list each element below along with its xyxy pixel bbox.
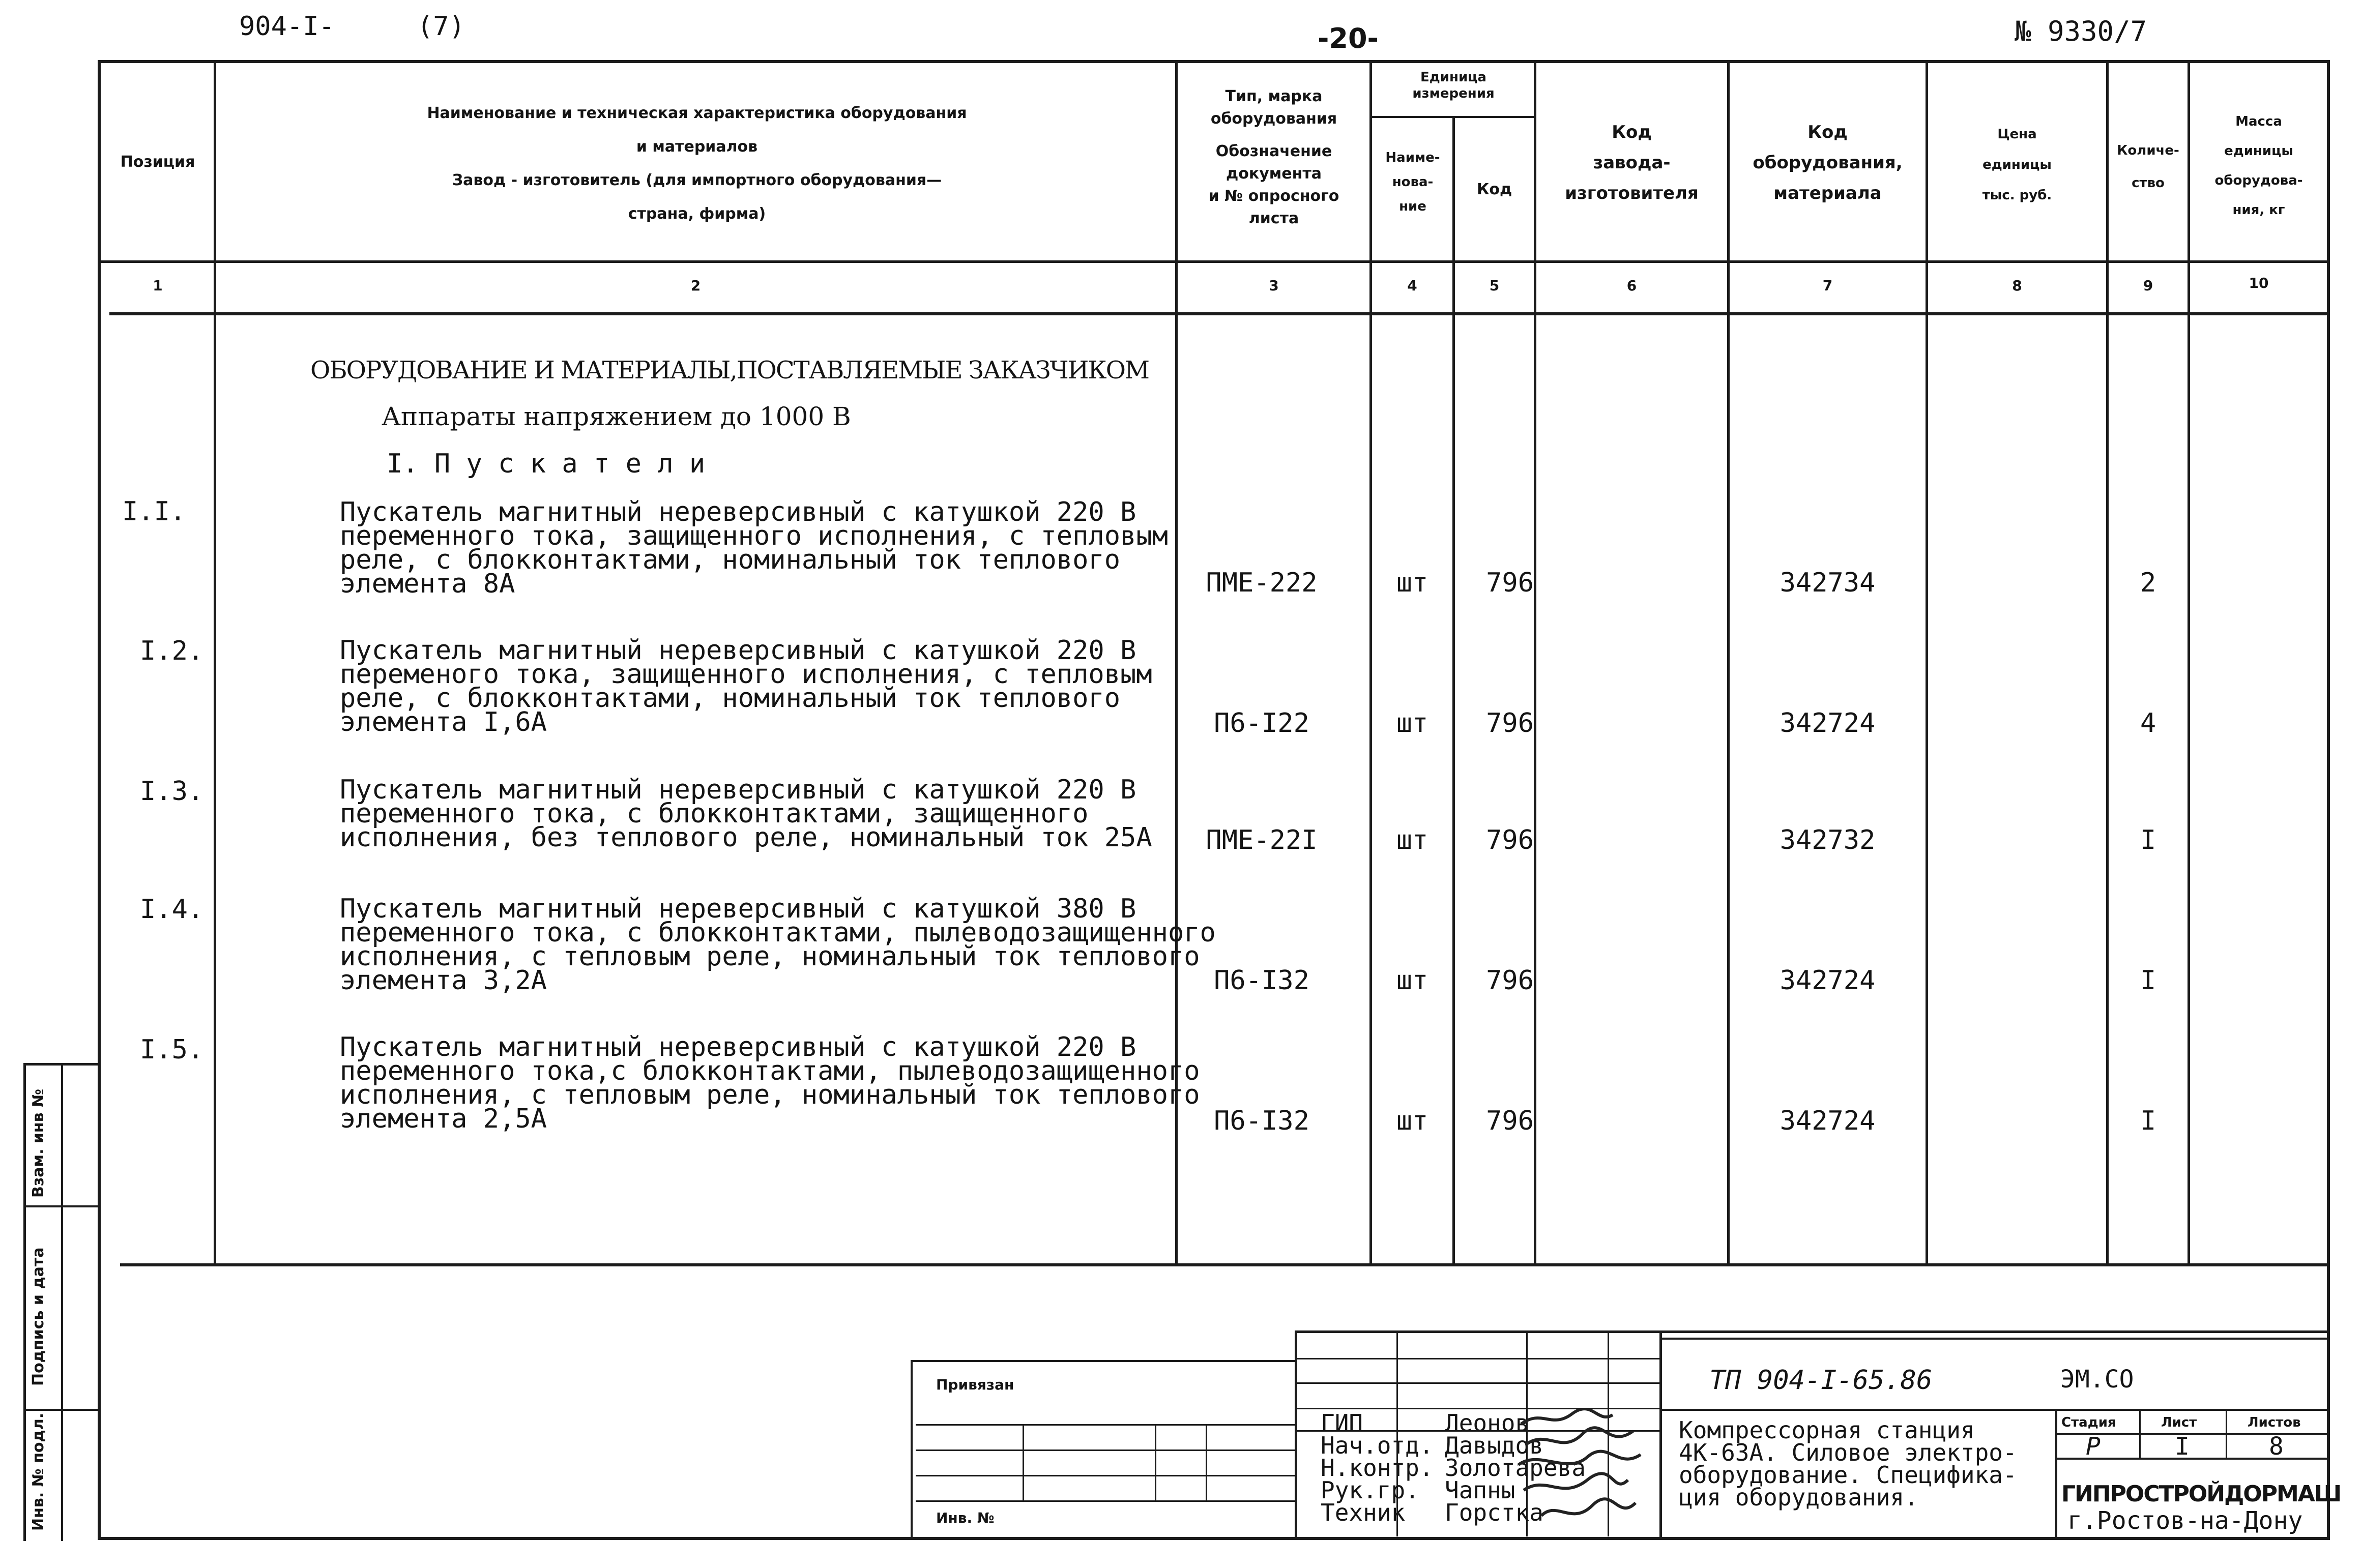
tb-sheet-label: Лист xyxy=(2161,1415,2197,1430)
header-equipment-code: Код оборудования, материала xyxy=(1753,122,1903,203)
column-number: 4 xyxy=(1407,277,1417,294)
column-number: 1 xyxy=(153,277,163,294)
column-number: 6 xyxy=(1626,277,1637,294)
frame-left xyxy=(98,60,101,1540)
row-quantity: I xyxy=(2140,965,2156,996)
header-quantity: Количе- ство xyxy=(2117,143,2179,191)
row-position: I.2. xyxy=(140,636,204,666)
header-name: Наименование и техническая характеристика оборудования и материалов Завод - изготовитель (для импортного оборудования— страна, фирма) xyxy=(427,104,967,223)
side-stamp-sep-1 xyxy=(23,1205,100,1207)
section-subtitle: Аппараты напряжением до 1000 В xyxy=(382,402,851,431)
signatures xyxy=(1511,1409,1648,1536)
tb-organization: ГИПРОСТРОЙДОРМАШ xyxy=(2061,1481,2341,1507)
header-unit-group: Единица измерения xyxy=(1412,70,1495,101)
tb-roles-left xyxy=(1295,1330,1297,1540)
row-unit-code: 796 xyxy=(1486,708,1534,738)
row-quantity: 4 xyxy=(2140,708,2156,738)
tb-privyazan-top xyxy=(911,1360,1297,1362)
column-number: 8 xyxy=(2012,277,2022,294)
tb-stage-value: Р xyxy=(2086,1432,2101,1461)
row-type: П6-I32 xyxy=(1214,965,1309,996)
row-unit: шт xyxy=(1396,1106,1428,1136)
row-type: П6-I22 xyxy=(1214,708,1309,738)
row-description: Пускатель магнитный нереверсивный с катушкой 220 В переменного тока, защищенного исполнения, с тепловым реле, с блокконтактами, номинальный ток теплового элемента 8А xyxy=(340,497,1168,599)
row-type: ПМЕ-22I xyxy=(1206,825,1318,855)
row-description: Пускатель магнитный нереверсивный с катушкой 220 В переменого тока, защищенного исполнения, с тепловым реле, с блокконтактами, номинальный ток теплового элемента I,6А xyxy=(340,635,1152,737)
column-number: 7 xyxy=(1822,277,1833,294)
sheet-variant: (7) xyxy=(417,11,465,42)
col-divider-6 xyxy=(1727,60,1730,1265)
col-divider-3 xyxy=(1369,60,1372,1265)
row-position: I.5. xyxy=(140,1034,204,1065)
row-type: П6-I32 xyxy=(1214,1106,1309,1136)
col-divider-8 xyxy=(2106,60,2109,1265)
row-unit-code: 796 xyxy=(1486,568,1534,598)
row-position: I.4. xyxy=(140,894,204,925)
group-title: I. П у с к а т е л и xyxy=(387,449,706,479)
col-divider-5 xyxy=(1534,60,1536,1265)
side-stamp-inv-orig: Инв. № подл. xyxy=(30,1412,47,1531)
row-equipment-code: 342724 xyxy=(1780,1106,1876,1136)
col-divider-9 xyxy=(2188,60,2190,1265)
row-type: ПМЕ-222 xyxy=(1206,568,1318,598)
side-stamp-sep-2 xyxy=(23,1409,100,1411)
tb-main-divider xyxy=(1659,1333,1662,1540)
row-unit: шт xyxy=(1396,568,1428,598)
header-mass: Масса единицы оборудова- ния, кг xyxy=(2214,114,2303,218)
side-stamp-frame-left xyxy=(23,1063,26,1541)
tb-stage-left xyxy=(2055,1409,2057,1540)
column-number: 5 xyxy=(1489,277,1500,294)
tb-privyazan-col xyxy=(1206,1424,1207,1500)
tb-privyazan-label: Привязан xyxy=(936,1376,1014,1393)
body-bottom-line xyxy=(120,1263,2328,1266)
tb-code-bottom xyxy=(1661,1409,2327,1411)
tb-names: Леонов Давыдов Золотарева Чапны Горстка xyxy=(1445,1409,1586,1526)
header-position: Позиция xyxy=(120,153,195,171)
tb-sheet-value: I xyxy=(2175,1432,2190,1461)
tb-privyazan-col xyxy=(1155,1424,1156,1500)
tb-sheets-value: 8 xyxy=(2269,1432,2284,1461)
frame-bottom xyxy=(98,1537,2330,1540)
tb-doc-suffix: ЭМ.СО xyxy=(2060,1365,2134,1394)
column-number: 10 xyxy=(2249,275,2269,291)
tb-title: Компрессорная станция 4К-63А. Силовое электро- оборудование. Специфика- ция оборудования. xyxy=(1679,1416,2017,1511)
header-type: Тип, марка оборудования Обозначение документа и № опросного листа xyxy=(1208,87,1339,227)
column-number: 2 xyxy=(690,277,701,294)
side-stamp-sign-date: Подпись и дата xyxy=(30,1247,47,1386)
tb-privyazan-row xyxy=(916,1449,1297,1451)
row-quantity: I xyxy=(2140,825,2156,855)
section-title: ОБОРУДОВАНИЕ И МАТЕРИАЛЫ,ПОСТАВЛЯЕМЫЕ ЗАКАЗЧИКОМ xyxy=(310,356,1149,384)
row-equipment-code: 342724 xyxy=(1780,965,1876,996)
row-unit: шт xyxy=(1396,965,1428,996)
tb-sheets-label: Листов xyxy=(2248,1415,2301,1430)
tb-inv-label: Инв. № xyxy=(936,1510,995,1526)
page-number: -20- xyxy=(1318,22,1379,54)
frame-top xyxy=(98,60,2330,63)
row-unit: шт xyxy=(1396,708,1428,738)
header-factory-code: Код завода- изготовителя xyxy=(1565,122,1699,203)
row-unit-code: 796 xyxy=(1486,965,1534,996)
tb-roles-row xyxy=(1297,1358,1661,1359)
row-description: Пускатель магнитный нереверсивный с катушкой 220 В переменного тока,с блокконтактами, пылеводозащищенного исполнения, с тепловым реле, номинальный ток теплового элемента 2,5А xyxy=(340,1032,1200,1134)
row-equipment-code: 342734 xyxy=(1780,568,1876,598)
unit-group-line xyxy=(1369,116,1536,118)
tb-stage-col xyxy=(2226,1409,2227,1459)
col-divider-7 xyxy=(1926,60,1928,1265)
tb-roles-row xyxy=(1297,1382,1661,1384)
column-number: 9 xyxy=(2143,277,2153,294)
row-position: I.I. xyxy=(122,496,186,527)
side-stamp-top xyxy=(23,1063,100,1066)
row-description: Пускатель магнитный нереверсивный с катушкой 380 В переменного тока, с блокконтактами, пылеводозащищенного исполнения, с тепловым реле, номинальный ток теплового элемента 3,2А xyxy=(340,894,1216,996)
tb-city: г.Ростов-на-Дону xyxy=(2067,1506,2303,1535)
row-unit: шт xyxy=(1396,825,1428,855)
header-bottom-line xyxy=(98,260,2330,263)
row-equipment-code: 342732 xyxy=(1780,825,1876,855)
side-stamp-vzam-inv: Взам. инв № xyxy=(30,1088,47,1198)
row-quantity: I xyxy=(2140,1106,2156,1136)
tb-stage-col xyxy=(2139,1409,2141,1459)
row-unit-code: 796 xyxy=(1486,825,1534,855)
row-description: Пускатель магнитный нереверсивный с катушкой 220 В переменного тока, с блокконтактами, защищенного исполнения, без теплового реле, номинальный ток 25А xyxy=(340,775,1152,853)
tb-privyazan-row xyxy=(916,1475,1297,1476)
sheet-series: 904-I- xyxy=(239,11,335,42)
tb-doc-code: ТП 904-I-65.86 xyxy=(1709,1365,1933,1396)
row-unit-code: 796 xyxy=(1486,1106,1534,1136)
tb-privyazan-col xyxy=(1023,1424,1024,1500)
header-unit-code: Код xyxy=(1476,181,1512,198)
tb-privyazan-row xyxy=(916,1500,1297,1502)
document-number: № 9330/7 xyxy=(2015,15,2147,47)
row-quantity: 2 xyxy=(2140,568,2156,598)
row-position: I.3. xyxy=(140,776,204,807)
tb-roles-top xyxy=(1295,1330,2327,1333)
tb-stage-label: Стадия xyxy=(2061,1415,2116,1430)
header-price: Цена единицы тыс. руб. xyxy=(1982,127,2052,203)
header-unit-name: Наиме- нова- ние xyxy=(1385,150,1440,214)
numbers-bottom-line xyxy=(109,312,2327,315)
tb-privyazan-left xyxy=(911,1360,913,1540)
tb-privyazan-row xyxy=(916,1424,1297,1426)
tb-roles: ГИП Нач.отд. Н.контр. Рук.гр. Техник xyxy=(1321,1409,1434,1526)
row-equipment-code: 342724 xyxy=(1780,708,1876,738)
side-stamp-frame-mid xyxy=(61,1063,63,1541)
column-number: 3 xyxy=(1269,277,1279,294)
tb-top-line-2 xyxy=(1661,1338,2327,1340)
